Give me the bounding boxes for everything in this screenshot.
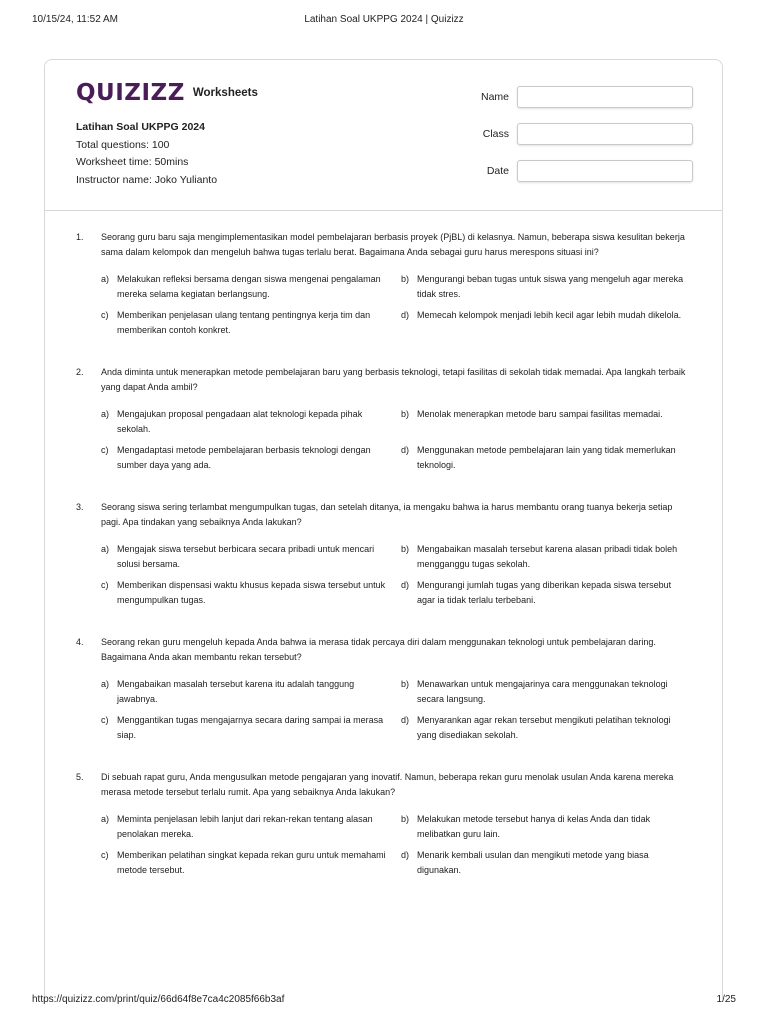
option-text: Memecah kelompok menjadi lebih kecil agar lebih mudah dikelola. — [417, 310, 682, 320]
class-input[interactable] — [517, 123, 693, 145]
answer-option[interactable] — [101, 578, 401, 608]
option-text: Memberikan penjelasan ulang tentang pentingnya kerja tim dan memberikan contoh konkret. — [117, 310, 371, 335]
answer-option[interactable] — [401, 407, 691, 437]
option-text: Mengurangi jumlah tugas yang diberikan kepada siswa tersebut agar ia tidak terlalu terbebani. — [417, 580, 672, 605]
student-fields — [465, 86, 695, 197]
answer-option[interactable] — [401, 578, 691, 608]
option-text: Mengurangi beban tugas untuk siswa yang mengeluh agar mereka tidak stres. — [417, 274, 684, 299]
date-label: Date — [486, 165, 509, 177]
name-input[interactable] — [517, 86, 693, 108]
answer-options — [101, 812, 694, 878]
option-label: b) — [401, 274, 410, 284]
option-label: d) — [401, 580, 410, 590]
brand — [76, 80, 258, 106]
option-text: Menyarankan agar rekan tersebut mengikuti pelatihan teknologi yang disediakan sekolah. — [417, 715, 671, 740]
answer-option[interactable] — [101, 407, 401, 437]
option-text: Melakukan refleksi bersama dengan siswa mengenai pengalaman mereka selama kegiatan berlangsung. — [117, 274, 381, 299]
question-item — [76, 770, 694, 878]
page-number: 1/25 — [716, 994, 736, 1005]
option-label: d) — [401, 850, 410, 860]
question-item — [76, 365, 694, 473]
question-item — [76, 635, 694, 743]
date-input[interactable] — [517, 160, 693, 182]
answer-option[interactable] — [401, 812, 691, 842]
quizizz-logo: QUIZIZZ — [76, 80, 185, 106]
option-text: Mengabaikan masalah tersebut karena itu adalah tanggung jawabnya. — [117, 679, 355, 704]
question-stem — [76, 365, 694, 395]
option-text: Menggunakan metode pembelajaran lain yang tidak memerlukan teknologi. — [417, 445, 676, 470]
date-field — [465, 160, 695, 182]
name-field — [465, 86, 695, 108]
print-footer — [0, 994, 768, 1008]
option-label: a) — [101, 544, 110, 554]
question-number: 1. — [76, 232, 84, 242]
question-number: 5. — [76, 772, 84, 782]
worksheet-time: Worksheet time: 50mins — [76, 156, 189, 168]
answer-option[interactable] — [101, 542, 401, 572]
worksheet-title: Latihan Soal UKPPG 2024 — [76, 121, 205, 133]
option-label: d) — [401, 310, 410, 320]
print-url: https://quizizz.com/print/quiz/66d64f8e7ca4c2085f66b3af — [32, 994, 285, 1005]
option-text: Memberikan pelatihan singkat kepada rekan guru untuk memahami metode tersebut. — [117, 850, 386, 875]
worksheet — [44, 59, 723, 999]
option-text: Mengajak siswa tersebut berbicara secara pribadi untuk mencari solusi bersama. — [117, 544, 375, 569]
option-label: a) — [101, 814, 110, 824]
option-label: b) — [401, 409, 410, 419]
question-number: 3. — [76, 502, 84, 512]
option-label: a) — [101, 409, 110, 419]
worksheet-header — [45, 60, 722, 211]
option-label: c) — [101, 445, 109, 455]
option-label: b) — [401, 679, 410, 689]
option-label: a) — [101, 679, 110, 689]
option-label: c) — [101, 580, 109, 590]
answer-option[interactable] — [401, 848, 691, 878]
logo-subtitle: Worksheets — [192, 87, 258, 99]
option-label: c) — [101, 850, 109, 860]
question-number: 2. — [76, 367, 84, 377]
answer-option[interactable] — [101, 812, 401, 842]
option-text: Melakukan metode tersebut hanya di kelas Anda dan tidak melibatkan guru lain. — [417, 814, 651, 839]
question-item — [76, 500, 694, 608]
question-list — [76, 230, 694, 905]
name-label: Name — [480, 91, 509, 103]
question-text: Seorang guru baru saja mengimplementasikan model pembelajaran berbasis proyek (PjBL) di kelasnya. Namun, beberapa siswa kesulitan bekerja sama dalam kelompok dan mengeluh bahwa tugas terlalu berat. Bagaimana Anda sebagai guru harus merespons situasi ini? — [101, 232, 685, 257]
option-text: Menarik kembali usulan dan mengikuti metode yang biasa digunakan. — [417, 850, 649, 875]
total-questions: Total questions: 100 — [76, 138, 170, 151]
print-timestamp: 10/15/24, 11:52 AM — [32, 14, 118, 25]
answer-option[interactable] — [101, 677, 401, 707]
option-text: Meminta penjelasan lebih lanjut dari rekan-rekan tentang alasan penolakan mereka. — [117, 814, 373, 839]
question-stem — [76, 230, 694, 260]
print-header — [0, 14, 768, 28]
option-text: Mengabaikan masalah tersebut karena alasan pribadi tidak boleh mengganggu tugas sekolah. — [417, 544, 678, 569]
answer-options — [101, 407, 694, 473]
option-text: Memberikan dispensasi waktu khusus kepada siswa tersebut untuk mengumpulkan tugas. — [117, 580, 386, 605]
question-text: Seorang siswa sering terlambat mengumpulkan tugas, dan setelah ditanya, ia mengaku bahwa ia harus membantu orang tuanya bekerja setiap pagi. Apa tindakan yang sebaiknya Anda lakukan? — [101, 502, 673, 527]
answer-option[interactable] — [101, 308, 401, 338]
answer-option[interactable] — [401, 308, 691, 338]
answer-option[interactable] — [401, 713, 691, 743]
question-stem — [76, 770, 694, 800]
answer-option[interactable] — [401, 542, 691, 572]
option-text: Menggantikan tugas mengajarnya secara daring sampai ia merasa siap. — [117, 715, 384, 740]
option-text: Menawarkan untuk mengajarinya cara menggunakan teknologi secara langsung. — [417, 679, 668, 704]
answer-options — [101, 272, 694, 338]
question-stem — [76, 500, 694, 530]
instructor-name: Instructor name: Joko Yulianto — [76, 173, 218, 186]
answer-option[interactable] — [101, 272, 401, 302]
question-stem — [76, 635, 694, 665]
answer-option[interactable] — [401, 677, 691, 707]
answer-option[interactable] — [101, 443, 401, 473]
answer-option[interactable] — [101, 848, 401, 878]
question-text: Di sebuah rapat guru, Anda mengusulkan metode pengajaran yang inovatif. Namun, beberapa rekan guru menolak usulan Anda karena mereka merasa metode tersebut terlalu rumit. Apa yang sebaiknya Anda lakukan? — [101, 772, 674, 797]
question-number: 4. — [76, 637, 84, 647]
answer-options — [101, 542, 694, 608]
question-text: Seorang rekan guru mengeluh kepada Anda bahwa ia merasa tidak percaya diri dalam menggunakan teknologi untuk pembelajaran daring. Bagaimana Anda akan membantu rekan tersebut? — [101, 637, 656, 662]
option-label: b) — [401, 544, 410, 554]
answer-options — [101, 677, 694, 743]
option-label: d) — [401, 715, 410, 725]
answer-option[interactable] — [101, 713, 401, 743]
option-text: Menolak menerapkan metode baru sampai fasilitas memadai. — [417, 409, 663, 419]
worksheet-info — [76, 119, 217, 189]
option-label: a) — [101, 274, 110, 284]
option-text: Mengajukan proposal pengadaan alat teknologi kepada pihak sekolah. — [117, 409, 363, 434]
question-text: Anda diminta untuk menerapkan metode pembelajaran baru yang berbasis teknologi, tetapi fasilitas di sekolah tidak memadai. Apa langkah terbaik yang dapat Anda ambil? — [101, 367, 686, 392]
option-label: b) — [401, 814, 410, 824]
option-label: c) — [101, 715, 109, 725]
option-label: d) — [401, 445, 410, 455]
print-page-title: Latihan Soal UKPPG 2024 | Quizizz — [304, 14, 464, 25]
class-field — [465, 123, 695, 145]
answer-option[interactable] — [401, 443, 691, 473]
question-item — [76, 230, 694, 338]
answer-option[interactable] — [401, 272, 691, 302]
class-label: Class — [482, 128, 509, 140]
option-text: Mengadaptasi metode pembelajaran berbasis teknologi dengan sumber daya yang ada. — [117, 445, 371, 470]
option-label: c) — [101, 310, 109, 320]
